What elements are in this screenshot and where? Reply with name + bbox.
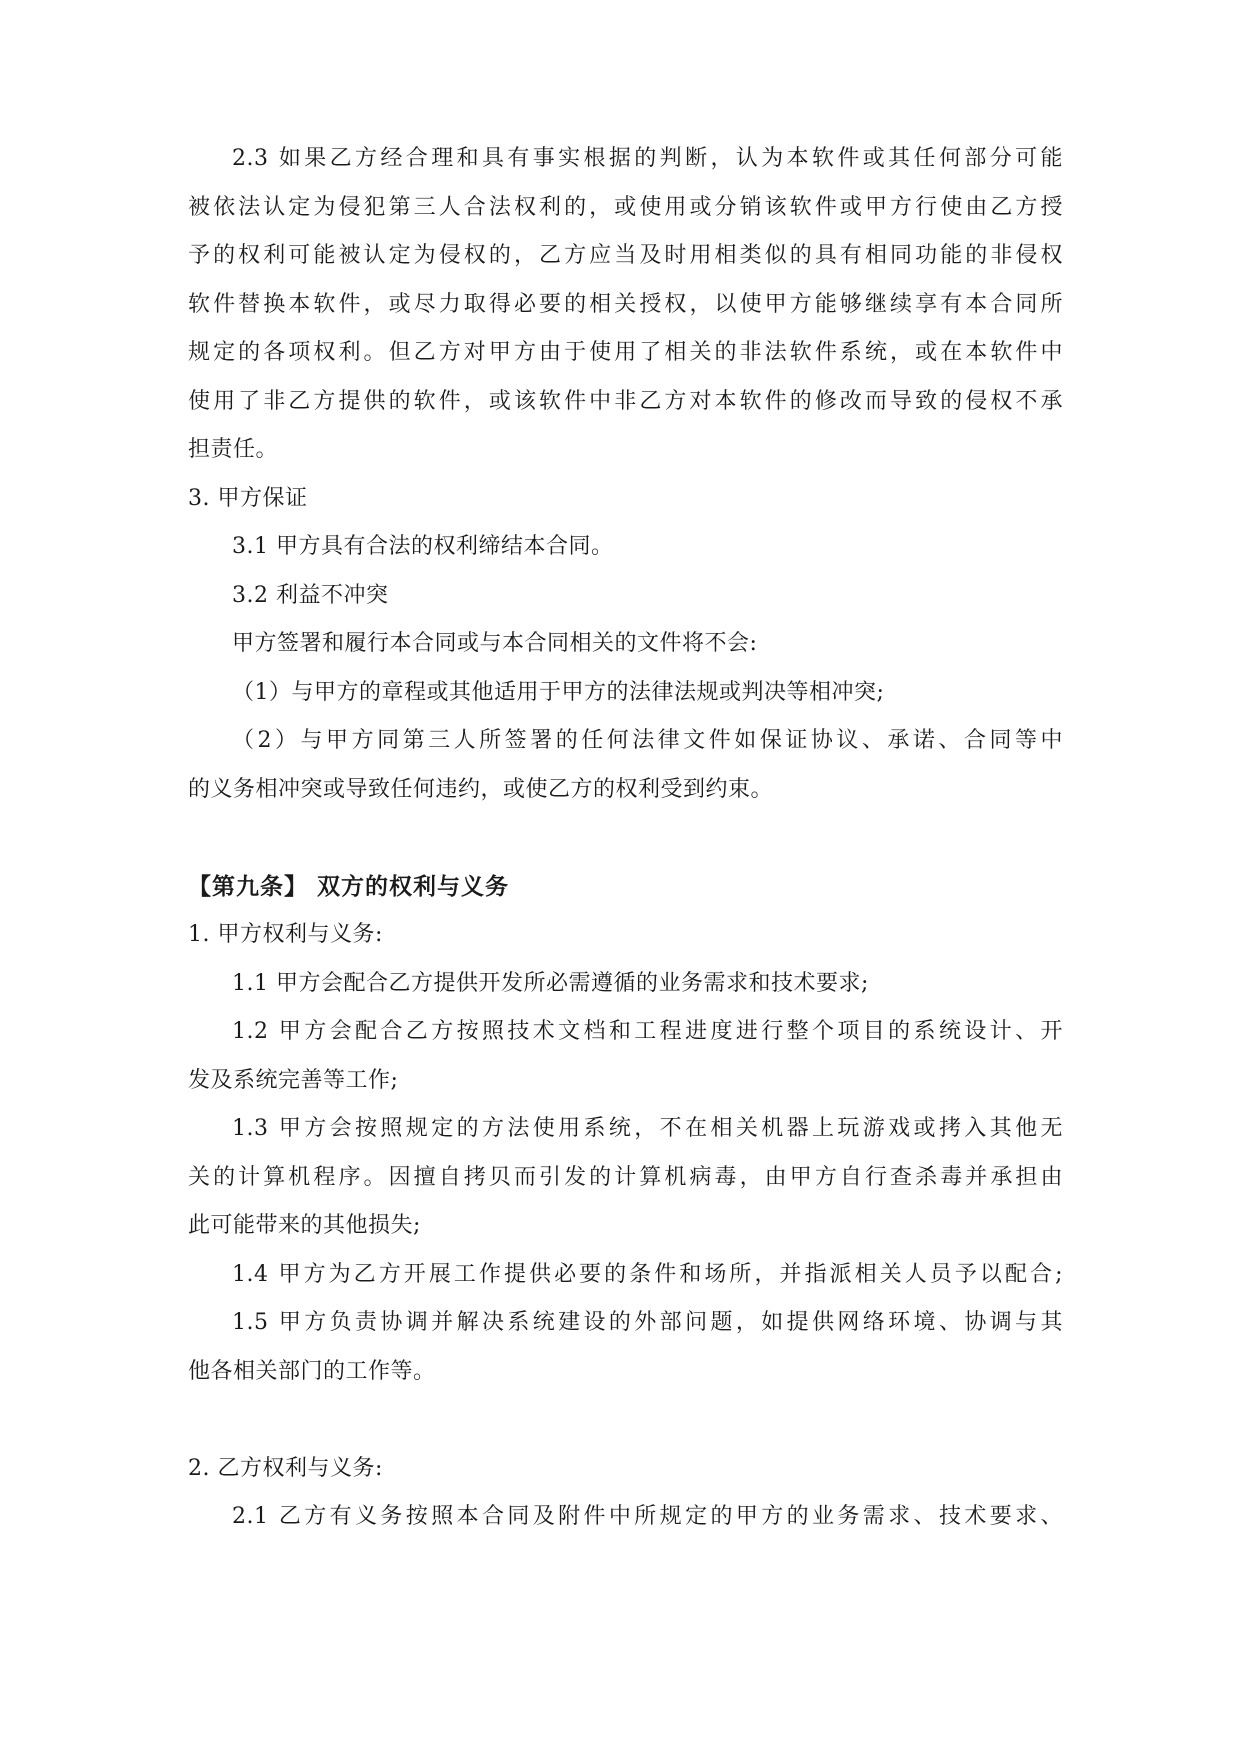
section-title: 1. 甲方权利与义务: — [188, 922, 383, 947]
paragraph-line: 担责任。 — [188, 437, 279, 462]
section-title: 3. 甲方保证 — [188, 486, 308, 511]
clause-line: 此可能带来的其他损失; — [188, 1213, 421, 1238]
paragraph-line: 软件替换本软件，或尽力取得必要的相关授权，以使甲方能够继续享有本合同所 — [188, 292, 1063, 317]
clause-line: 1.5 甲方负责协调并解决系统建设的外部问题，如提供网络环境、协调与其 — [232, 1310, 1063, 1335]
paragraph-line: 规定的各项权利。但乙方对甲方由于使用了相关的非法软件系统，或在本软件中 — [188, 340, 1063, 365]
section-title: 2. 乙方权利与义务: — [188, 1456, 383, 1481]
article-heading: 【第九条】 双方的权利与义务 — [188, 873, 510, 900]
clause-line: 3.1 甲方具有合法的权利缔结本合同。 — [232, 534, 614, 559]
clause-line: 1.4 甲方为乙方开展工作提供必要的条件和场所，并指派相关人员予以配合; — [232, 1262, 1063, 1287]
clause-line: 的义务相冲突或导致任何违约，或使乙方的权利受到约束。 — [188, 777, 774, 802]
clause-line: 1.2 甲方会配合乙方按照技术文档和工程进度进行整个项目的系统设计、开 — [232, 1019, 1063, 1044]
clause-line: （1）与甲方的章程或其他适用于甲方的法律法规或判决等相冲突; — [232, 680, 885, 705]
paragraph-line: 使用了非乙方提供的软件，或该软件中非乙方对本软件的修改而导致的侵权不承 — [188, 389, 1063, 414]
clause-line: 发及系统完善等工作; — [188, 1068, 399, 1093]
paragraph-line: 2.3 如果乙方经合理和具有事实根据的判断，认为本软件或其任何部分可能 — [232, 146, 1063, 171]
clause-line: 1.3 甲方会按照规定的方法使用系统，不在相关机器上玩游戏或拷入其他无 — [232, 1116, 1063, 1141]
clause-line: 甲方签署和履行本合同或与本合同相关的文件将不会: — [232, 631, 758, 656]
clause-line: 2.1 乙方有义务按照本合同及附件中所规定的甲方的业务需求、技术要求、 — [232, 1504, 1063, 1529]
clause-line: 1.1 甲方会配合乙方提供开发所必需遵循的业务需求和技术要求; — [232, 971, 869, 996]
clause-line: （2）与甲方同第三人所签署的任何法律文件如保证协议、承诺、合同等中 — [232, 728, 1063, 753]
clause-line: 3.2 利益不冲突 — [232, 583, 389, 608]
paragraph-line: 予的权利可能被认定为侵权的，乙方应当及时用相类似的具有相同功能的非侵权 — [188, 243, 1063, 268]
clause-line: 关的计算机程序。因擅自拷贝而引发的计算机病毒，由甲方自行查杀毒并承担由 — [188, 1165, 1063, 1190]
clause-line: 他各相关部门的工作等。 — [188, 1359, 436, 1384]
paragraph-line: 被依法认定为侵犯第三人合法权利的，或使用或分销该软件或甲方行使由乙方授 — [188, 195, 1063, 220]
